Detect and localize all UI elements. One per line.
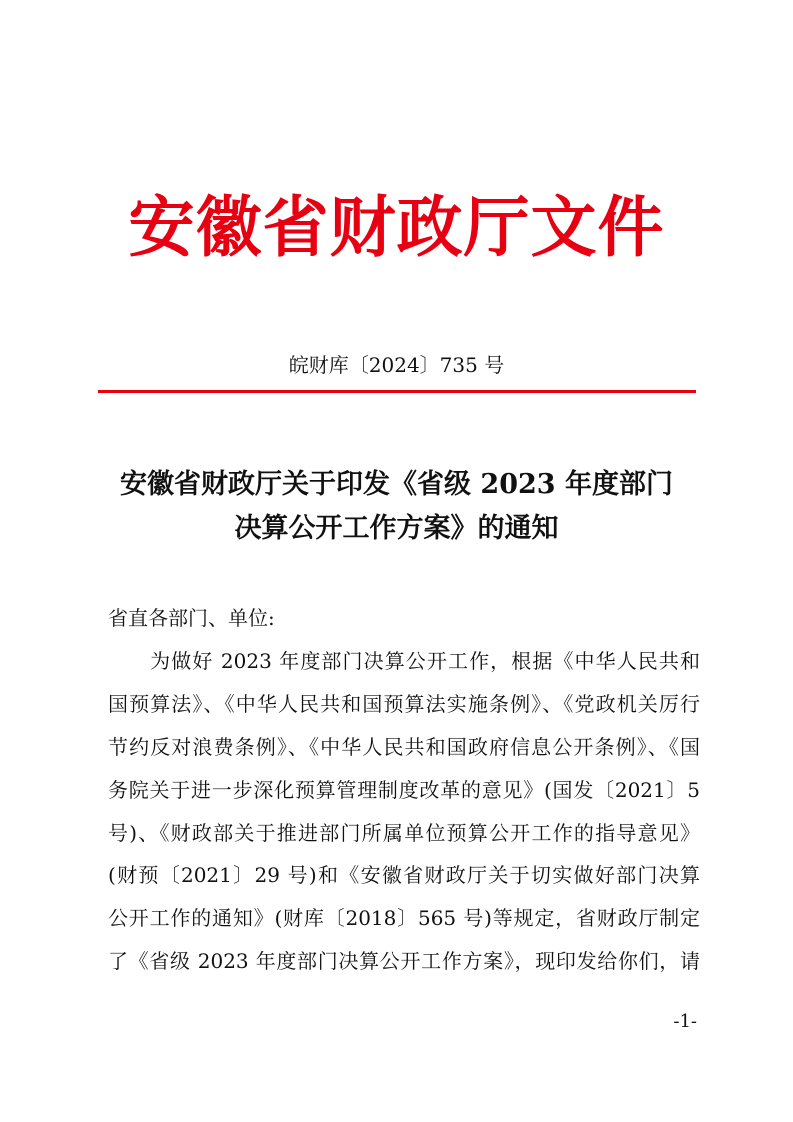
notice-title-line-1: 安徽省财政厅关于印发《省级 2023 年度部门 [120, 469, 673, 500]
body-line: 为做好 2023 年度部门决算公开工作，根据《中华人民共和 [108, 649, 700, 673]
body-line: 务院关于进一步深化预算管理制度改革的意见》(国发〔2021〕5 [108, 777, 700, 802]
document-header-title: 安徽省财政厅文件 [128, 188, 665, 266]
notice-title-line-2: 决算公开工作方案》的通知 [234, 513, 559, 544]
red-divider-line [98, 390, 696, 393]
salutation: 省直各部门、单位: [108, 606, 275, 630]
body-line: 号)、《财政部关于推进部门所属单位预算公开工作的指导意见》 [108, 820, 700, 845]
notice-title [90, 463, 703, 551]
body-line: 公开工作的通知》(财库〔2018〕565 号)等规定，省财政厅制定 [108, 906, 700, 931]
page-number: -1- [673, 1011, 697, 1032]
document-number: 皖财库〔2024〕735 号 [288, 353, 505, 377]
body-line: (财预〔2021〕29 号)和《安徽省财政厅关于切实做好部门决算 [108, 863, 700, 888]
body-line: 了《省级 2023 年度部门决算公开工作方案》，现印发给你们，请 [108, 949, 700, 974]
body-line: 节约反对浪费条例》、《中华人民共和国政府信息公开条例》、《国 [108, 734, 700, 759]
body-paragraph [108, 640, 700, 983]
body-line: 国预算法》、《中华人民共和国预算法实施条例》、《党政机关厉行 [108, 691, 700, 716]
